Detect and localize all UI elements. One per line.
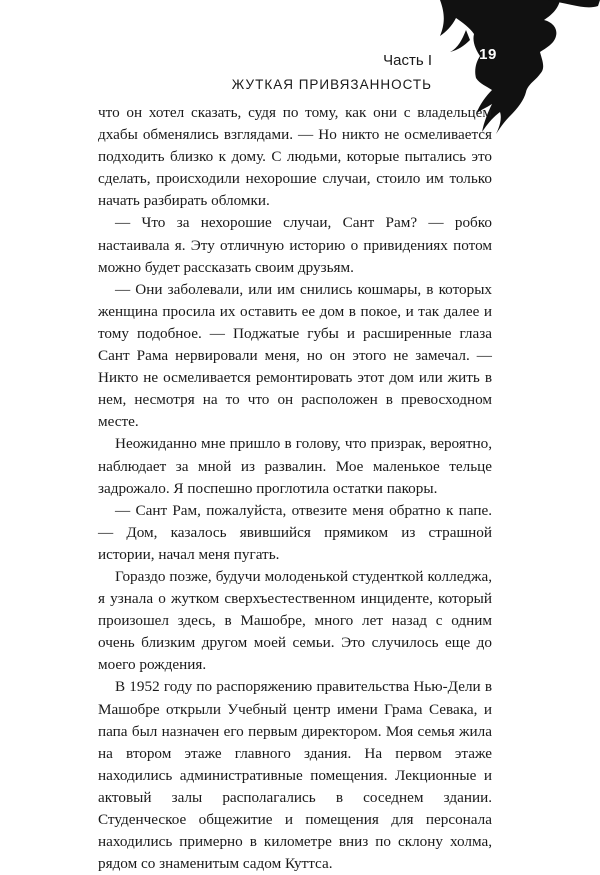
chapter-title: ЖУТКАЯ ПРИВЯЗАННОСТЬ (231, 77, 432, 92)
paragraph: Неожиданно мне пришло в голову, что призрак, вероятно, наблюдает за мной из развалин. Мое маленькое тельце задрожало. Я поспешно проглотила остатки пакоры. (98, 435, 492, 497)
part-label: Часть I (383, 52, 432, 69)
paragraph: — Что за нехорошие случаи, Сант Рам? — робко настаивала я. Эту отличную историю о привидениях потом можно будет рассказать своим друзьям. (98, 214, 492, 276)
paragraph: что он хотел сказать, судя по тому, как они с владельцем дхабы обменялись взглядами. — Но никто не осмеливается подходить близко к дому. С людьми, которые пытались это сделать, происходили нехорошие случаи, стоило им только начать разбирать обломки. (98, 104, 492, 210)
paragraph: В 1952 году по распоряжению правительства Нью-Дели в Машобре открыли Учебный центр имени Грама Севака, и папа был назначен его первым директором. Моя семья жила на втором этаже главного здания. На первом этаже находились административные помещения. Лекционные и актовый залы располагались в соседнем здании. Студенческое общежитие и помещения для персонала находились примерно в километре вниз по склону холма, рядом со знаменитым садом Куттса. (98, 678, 492, 873)
paragraph: Гораздо позже, будучи молоденькой студенткой колледжа, я узнала о жутком сверхъестественном инциденте, который произошел здесь, в Машобре, много лет назад с одним очень близким другом моей семьи. Это случилось еще до моего рождения. (98, 567, 492, 674)
paragraph: — Сант Рам, пожалуйста, отвезите меня обратно к папе. — Дом, казалось явившийся прямиком из страшной истории, начал меня пугать. (98, 501, 492, 563)
paragraph: — Они заболевали, или им снились кошмары, в которых женщина просила их оставить ее дом в покое, и так далее и тому подобное. — Поджатые губы и расширенные глаза Сант Рама нервировали меня, но он этого не замечал. — Никто не осмеливается ремонтировать этот дом или жить в нем, несмотря на то что он расположен в превосходном месте. (98, 280, 492, 431)
body-text (98, 102, 492, 875)
running-header (232, 50, 432, 96)
page-number: 19 (479, 46, 497, 63)
